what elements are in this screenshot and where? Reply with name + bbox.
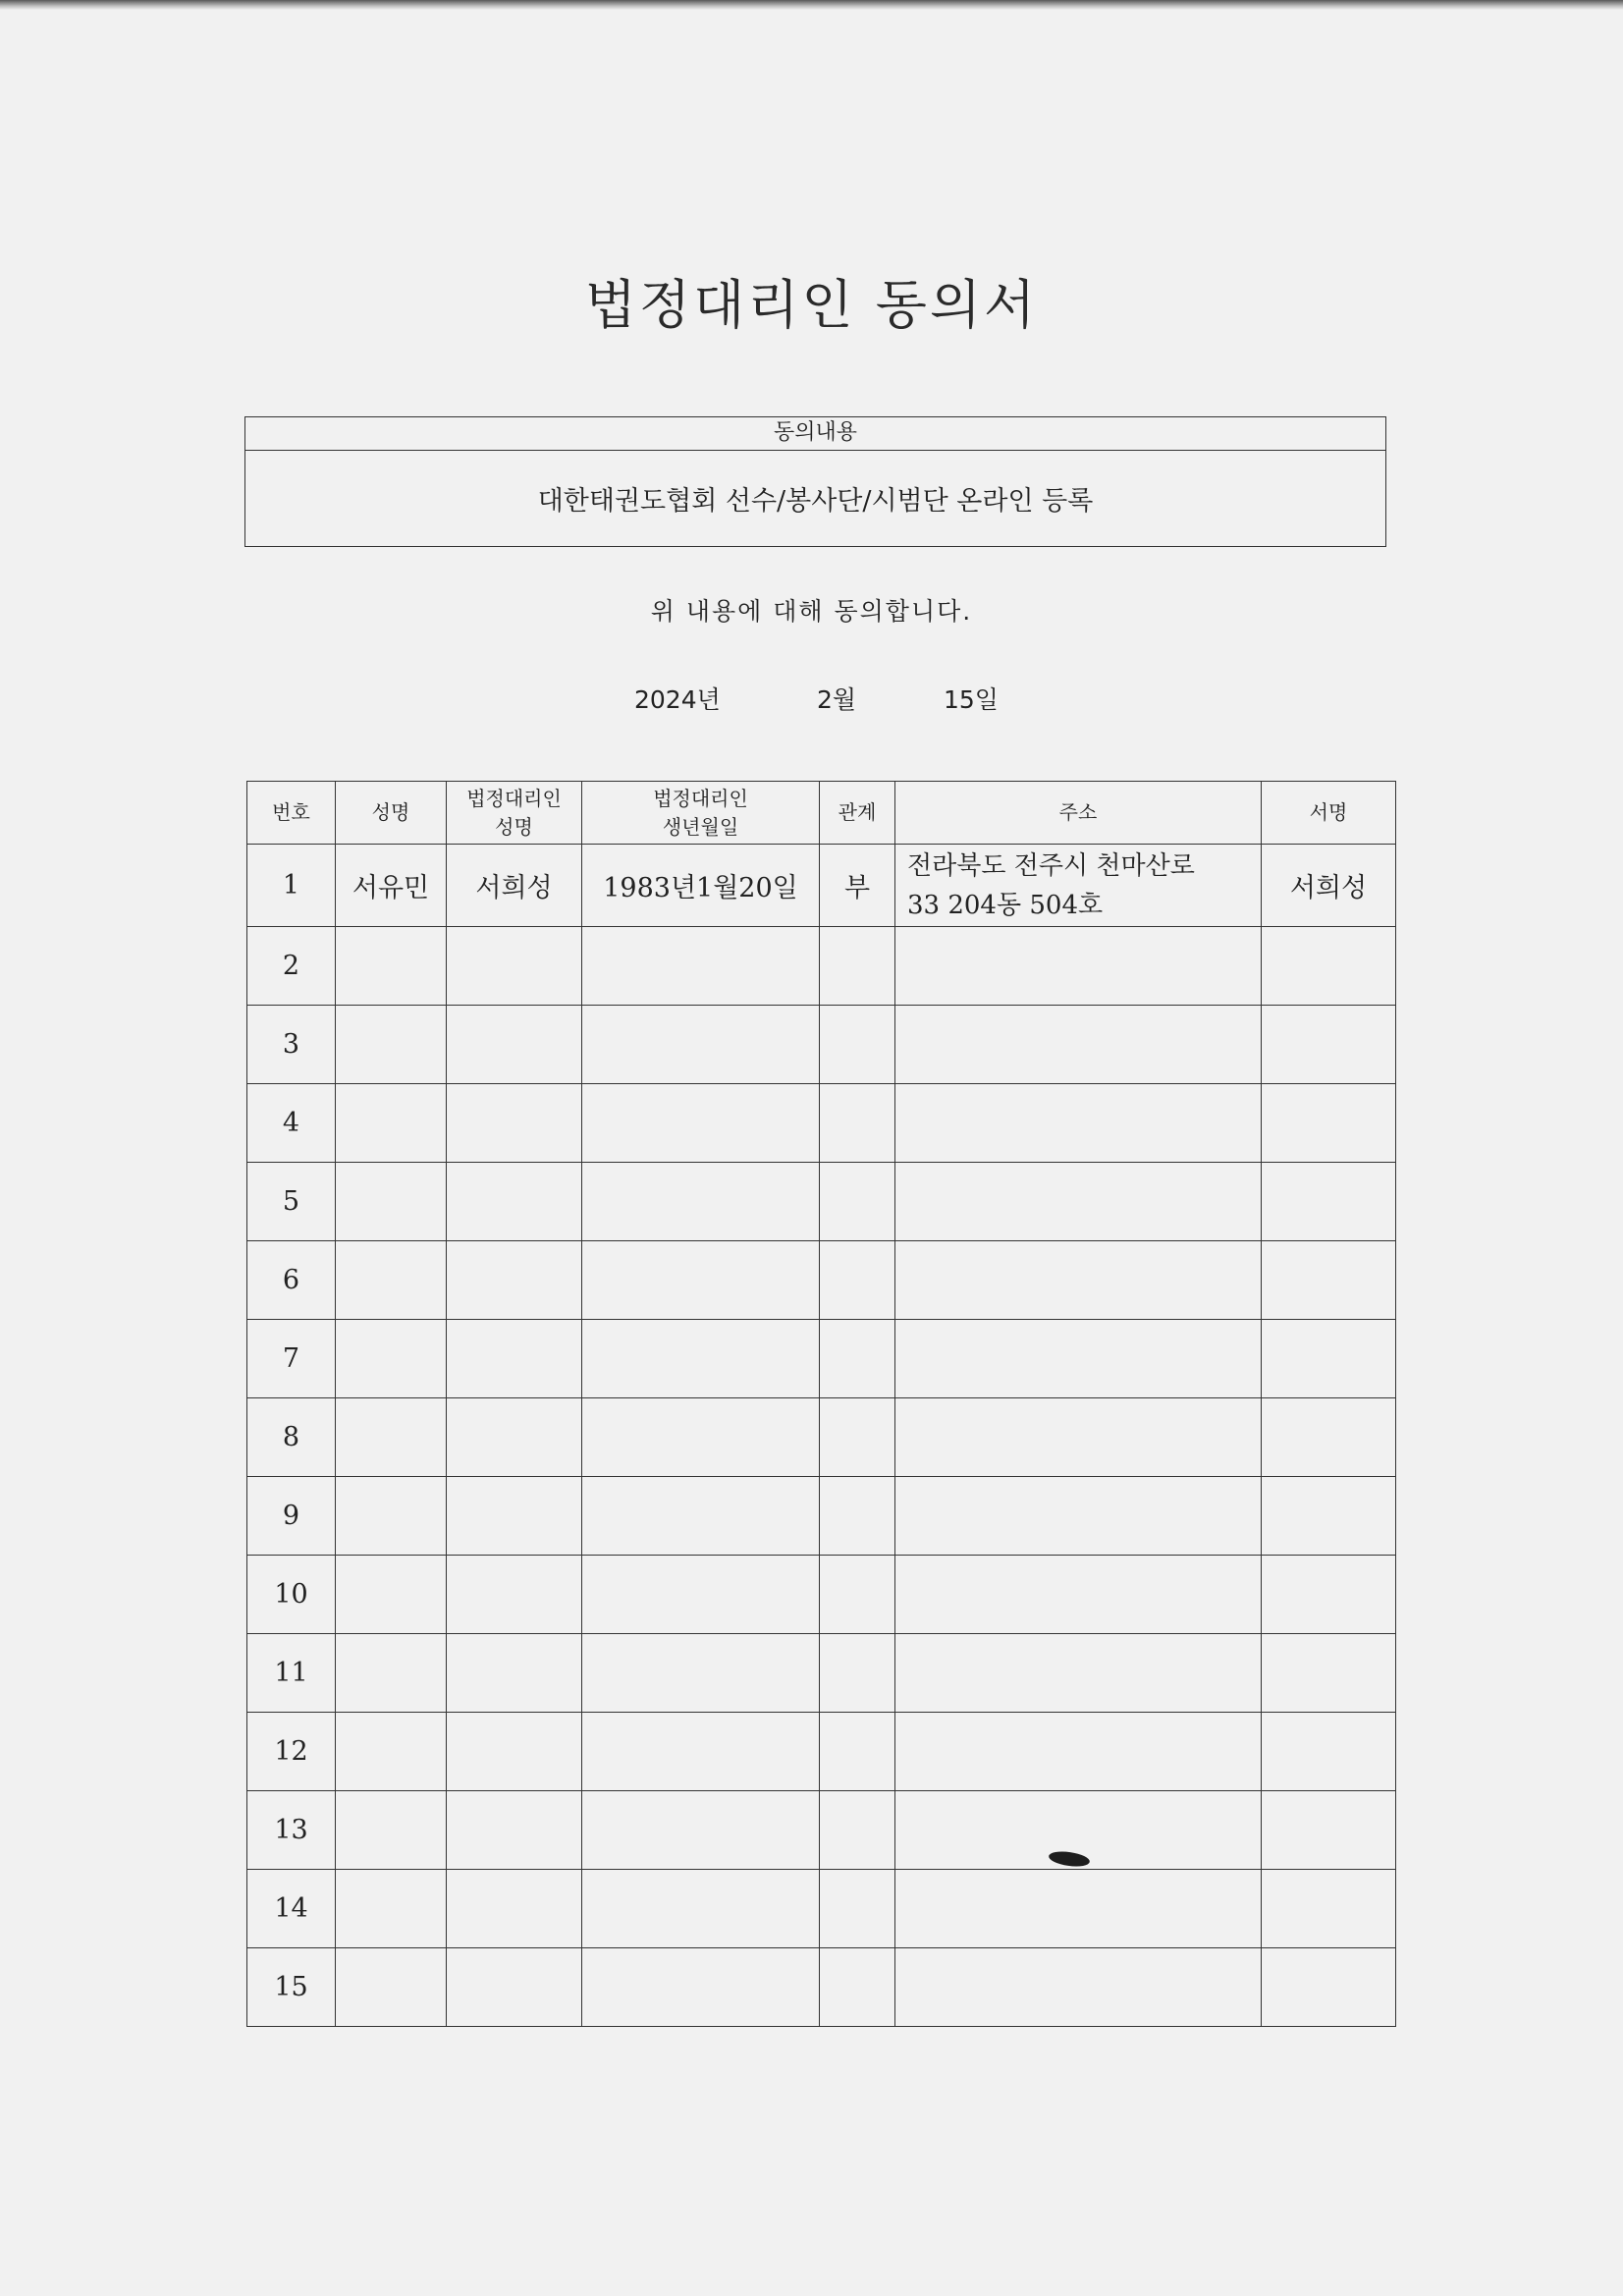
cell-signature (1262, 1241, 1396, 1320)
cell-name (336, 927, 447, 1006)
cell-guardian-birth (582, 1006, 820, 1084)
table-row (247, 1477, 1396, 1556)
cell-name (336, 1084, 447, 1163)
date-day: 15일 (944, 685, 999, 714)
cell-address (895, 1477, 1262, 1556)
cell-relation (820, 1870, 895, 1948)
cell-guardian-name (447, 1791, 582, 1870)
cell-guardian-name (447, 927, 582, 1006)
cell-address (895, 1556, 1262, 1634)
cell-guardian-birth (582, 1320, 820, 1398)
header-address: 주소 (895, 782, 1262, 845)
cell-guardian-name (447, 1241, 582, 1320)
scan-edge-shadow (0, 0, 1623, 10)
cell-relation (820, 1084, 895, 1163)
cell-signature (1262, 1084, 1396, 1163)
table-row (247, 1006, 1396, 1084)
cell-guardian-name (447, 1006, 582, 1084)
agree-statement: 위 내용에 대해 동의합니다. (650, 597, 973, 626)
table-row (247, 1320, 1396, 1398)
table-row (247, 1556, 1396, 1634)
cell-signature (1262, 1948, 1396, 2027)
table-row (247, 1791, 1396, 1870)
address-line2: 33 204동 504호 (907, 890, 1104, 920)
date-month: 2월 (817, 685, 857, 714)
header-guardian-birth-line2: 생년월일 (662, 814, 739, 839)
cell-no: 9 (247, 1477, 336, 1556)
cell-signature (1262, 1870, 1396, 1948)
cell-address (895, 1163, 1262, 1241)
cell-signature (1262, 1556, 1396, 1634)
header-relation: 관계 (820, 782, 895, 845)
cell-address (895, 1320, 1262, 1398)
cell-guardian-name (447, 1398, 582, 1477)
cell-guardian-name (447, 1948, 582, 2027)
header-guardian-birth-line1: 법정대리인 (653, 786, 748, 810)
cell-guardian-birth (582, 1084, 820, 1163)
header-signature: 서명 (1262, 782, 1396, 845)
cell-relation (820, 1713, 895, 1791)
header-guardian-name-line1: 법정대리인 (466, 786, 562, 810)
cell-name (336, 1870, 447, 1948)
cell-no: 2 (247, 927, 336, 1006)
cell-no: 15 (247, 1948, 336, 2027)
consent-box (244, 416, 1386, 547)
cell-no: 3 (247, 1006, 336, 1084)
cell-address (895, 1713, 1262, 1791)
cell-no: 1 (247, 845, 336, 927)
cell-relation (820, 1634, 895, 1713)
cell-signature (1262, 1163, 1396, 1241)
date-year: 2024년 (634, 685, 721, 714)
cell-address (895, 1634, 1262, 1713)
consent-header: 동의내용 (245, 417, 1385, 451)
cell-signature (1262, 1398, 1396, 1477)
cell-name (336, 1556, 447, 1634)
cell-relation (820, 927, 895, 1006)
cell-guardian-birth (582, 1241, 820, 1320)
cell-guardian-birth (582, 1791, 820, 1870)
cell-guardian-birth (582, 1556, 820, 1634)
table-row (247, 1163, 1396, 1241)
cell-signature (1262, 1477, 1396, 1556)
cell-guardian-birth (582, 1713, 820, 1791)
cell-name (336, 1477, 447, 1556)
table-row (247, 1634, 1396, 1713)
cell-name (336, 1791, 447, 1870)
cell-signature (1262, 1006, 1396, 1084)
cell-no: 14 (247, 1870, 336, 1948)
cell-relation (820, 1556, 895, 1634)
cell-address (895, 927, 1262, 1006)
cell-name (336, 1634, 447, 1713)
cell-guardian-birth (582, 1870, 820, 1948)
table-row (247, 1870, 1396, 1948)
cell-relation (820, 1477, 895, 1556)
cell-guardian-birth (582, 1477, 820, 1556)
cell-address (895, 1241, 1262, 1320)
cell-guardian-birth (582, 1948, 820, 2027)
cell-no: 10 (247, 1556, 336, 1634)
cell-guardian-name (447, 1163, 582, 1241)
table-header-row (247, 782, 1396, 845)
consent-content: 대한태권도협회 선수/봉사단/시범단 온라인 등록 (537, 485, 1094, 517)
cell-guardian-name (447, 1634, 582, 1713)
cell-no: 12 (247, 1713, 336, 1791)
cell-name: 서유민 (336, 845, 447, 927)
cell-guardian-birth (582, 1398, 820, 1477)
cell-guardian-name (447, 1713, 582, 1791)
header-guardian-name-line2: 성명 (495, 814, 533, 839)
cell-relation (820, 1006, 895, 1084)
cell-guardian-name (447, 1870, 582, 1948)
cell-relation (820, 1398, 895, 1477)
cell-name (336, 1163, 447, 1241)
cell-guardian-name: 서희성 (447, 845, 582, 927)
cell-no: 8 (247, 1398, 336, 1477)
cell-no: 7 (247, 1320, 336, 1398)
cell-no: 4 (247, 1084, 336, 1163)
table-row (247, 1948, 1396, 2027)
cell-relation (820, 1791, 895, 1870)
table-row (247, 1398, 1396, 1477)
cell-address (895, 1006, 1262, 1084)
cell-name (336, 1241, 447, 1320)
cell-signature (1262, 1320, 1396, 1398)
table-row (247, 927, 1396, 1006)
guardian-table (246, 781, 1396, 2027)
cell-name (336, 1713, 447, 1791)
document-title: 법정대리인 동의서 (584, 274, 1039, 336)
table-row (247, 1241, 1396, 1320)
cell-guardian-birth: 1983년1월20일 (582, 845, 820, 927)
cell-guardian-name (447, 1477, 582, 1556)
cell-relation (820, 1948, 895, 2027)
cell-relation (820, 1163, 895, 1241)
cell-guardian-birth (582, 927, 820, 1006)
cell-no: 13 (247, 1791, 336, 1870)
header-guardian-name (447, 782, 582, 845)
cell-signature (1262, 927, 1396, 1006)
header-guardian-birth (582, 782, 820, 845)
cell-address (895, 1084, 1262, 1163)
cell-name (336, 1006, 447, 1084)
cell-signature (1262, 1791, 1396, 1870)
cell-relation (820, 1241, 895, 1320)
cell-guardian-name (447, 1320, 582, 1398)
table-row (247, 1084, 1396, 1163)
cell-guardian-birth (582, 1163, 820, 1241)
header-no: 번호 (247, 782, 336, 845)
cell-name (336, 1320, 447, 1398)
cell-guardian-name (447, 1556, 582, 1634)
cell-address (895, 1398, 1262, 1477)
cell-no: 11 (247, 1634, 336, 1713)
cell-signature: 서희성 (1262, 845, 1396, 927)
cell-relation (820, 1320, 895, 1398)
table-row (247, 845, 1396, 927)
cell-signature (1262, 1634, 1396, 1713)
cell-name (336, 1398, 447, 1477)
cell-guardian-birth (582, 1634, 820, 1713)
header-name: 성명 (336, 782, 447, 845)
cell-address (895, 1870, 1262, 1948)
cell-no: 6 (247, 1241, 336, 1320)
cell-guardian-name (447, 1084, 582, 1163)
cell-address (895, 1948, 1262, 2027)
address-line1: 전라북도 전주시 천마산로 (907, 850, 1195, 881)
cell-name (336, 1948, 447, 2027)
cell-signature (1262, 1713, 1396, 1791)
cell-relation: 부 (820, 845, 895, 927)
table-row (247, 1713, 1396, 1791)
cell-address (895, 845, 1262, 927)
cell-no: 5 (247, 1163, 336, 1241)
